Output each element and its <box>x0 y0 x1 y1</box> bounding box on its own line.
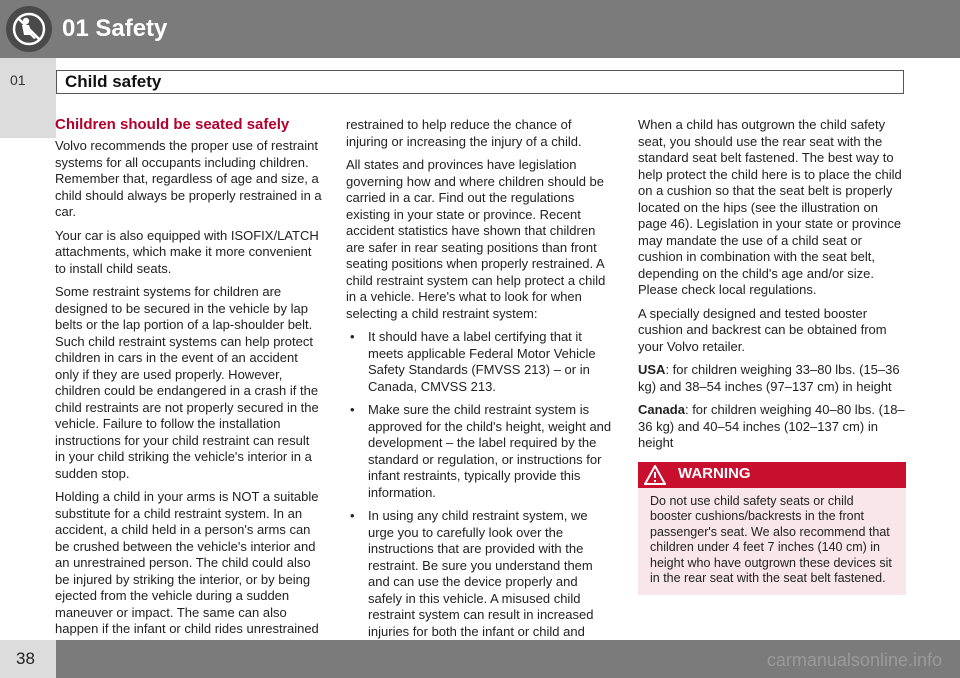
side-chapter-tab <box>0 58 56 138</box>
paragraph: Holding a child in your arms is NOT a suitable substitute for a child restraint system. In an accident, a child held in a person's arms can be crushed between the vehicle's interior and an unrestrained person. The child could also be injured by striking the interior, or by being ejected from the vehicle during a sudden maneuver or impact. The same can also happen if the infant or child rides unrestrained <box>55 489 319 636</box>
bullet-icon: • <box>350 329 355 344</box>
subheading: Children should be seated safely <box>55 116 290 133</box>
page-number: 38 <box>16 649 35 668</box>
warning-title: WARNING <box>678 464 751 482</box>
section-title-box <box>56 70 904 94</box>
bullet-icon: • <box>350 508 355 523</box>
canada-text: : for children weighing 40–80 lbs. (18–36 kg) and 40–54 inches (102–137 cm) in height <box>638 402 905 450</box>
column-1 <box>55 112 323 678</box>
warning-box <box>638 462 906 595</box>
list-item-text: In using any child restraint system, we urge you to carefully look over the instructions that are provided with the restraint. Be sure you understand them and can use the device properly and safely in this vehicle. A misused child restraint system can result in increased injuries for both the infant or child and <box>368 508 594 639</box>
usa-paragraph <box>638 362 906 395</box>
paragraph: All states and provinces have legislation governing how and where children should be carried in a car. Find out the regulations existing in your state or province. Recent accident statistics have shown that children are safer in rear seating positions than front seating positions when properly restrained. A child restraint system can help protect a child in a vehicle. Here's what to look for when selecting a child restraint system: <box>346 157 606 321</box>
seatbelt-icon <box>6 6 52 52</box>
warning-header <box>638 462 906 488</box>
paragraph: Some restraint systems for children are designed to be secured in the vehicle by lap belts or the lap portion of a lap-shoulder belt. Such child restraint systems can help protect children in cars in the event of an accident only if they are used properly. However, children could be endangered in a crash if the child restraints are not properly secured in the vehicle. Failure to follow the installation instructions for your child restraint can result in your child striking the vehicle's interior in a sudden stop. <box>55 284 319 481</box>
list-item <box>346 508 614 657</box>
canada-paragraph <box>638 402 906 452</box>
paragraph: When a child has outgrown the child safety seat, you should use the rear seat with the standard seat belt fastened. The best way to help protect the child here is to place the child on a cushion so that the seat belt is properly located on the hips (see the illustration on page 46). Legislation in your state or province may mandate the use of a child seat or cushion in combination with the seat belt, depending on the child's age and/or size. Please check local regulations. <box>638 117 902 297</box>
paragraph: Volvo recommends the proper use of restraint systems for all occupants including children. Remember that, regardless of age and size, a child should always be properly restrained in a car. <box>55 138 322 219</box>
list-item <box>346 402 614 501</box>
usa-text: : for children weighing 33–80 lbs. (15–36 kg) and 38–54 inches (97–137 cm) in height <box>638 362 900 394</box>
list-item-text: It should have a label certifying that it meets applicable Federal Motor Vehicle Safety Standards (FMVSS 213) – or in Canada, CMVSS 213. <box>368 329 596 394</box>
column-3 <box>638 117 906 595</box>
usa-label: USA <box>638 362 666 377</box>
list-item <box>346 329 614 395</box>
warning-icon <box>644 465 666 485</box>
bullet-list <box>346 329 614 657</box>
list-item-text: Make sure the child restraint system is approved for the child's height, weight and development – the label required by the standard or regulation, or instructions for infant restraints, typically provide this information. <box>368 402 612 500</box>
column-2 <box>346 117 614 664</box>
paragraph: A specially designed and tested booster cushion and backrest can be obtained from your Volvo retailer. <box>638 305 887 354</box>
side-tab-label: 01 <box>10 72 26 88</box>
bullet-icon: • <box>350 402 355 417</box>
canada-label: Canada <box>638 402 685 417</box>
section-title: Child safety <box>65 72 162 91</box>
watermark: carmanualsonline.info <box>766 650 942 670</box>
paragraph: Your car is also equipped with ISOFIX/LATCH attachments, which make it more convenient to install child seats. <box>55 227 319 276</box>
paragraph: restrained to help reduce the chance of injuring or increasing the injury of a child. <box>346 117 582 149</box>
chapter-title: 01 Safety <box>62 15 168 42</box>
warning-text: Do not use child safety seats or child booster cushions/backrests in the front passenger's seat. We also recommend that children under 4 feet 7 inches (140 cm) in height who have outgrown these devices sit in the rear seat with the seat belt fastened. <box>650 493 892 585</box>
